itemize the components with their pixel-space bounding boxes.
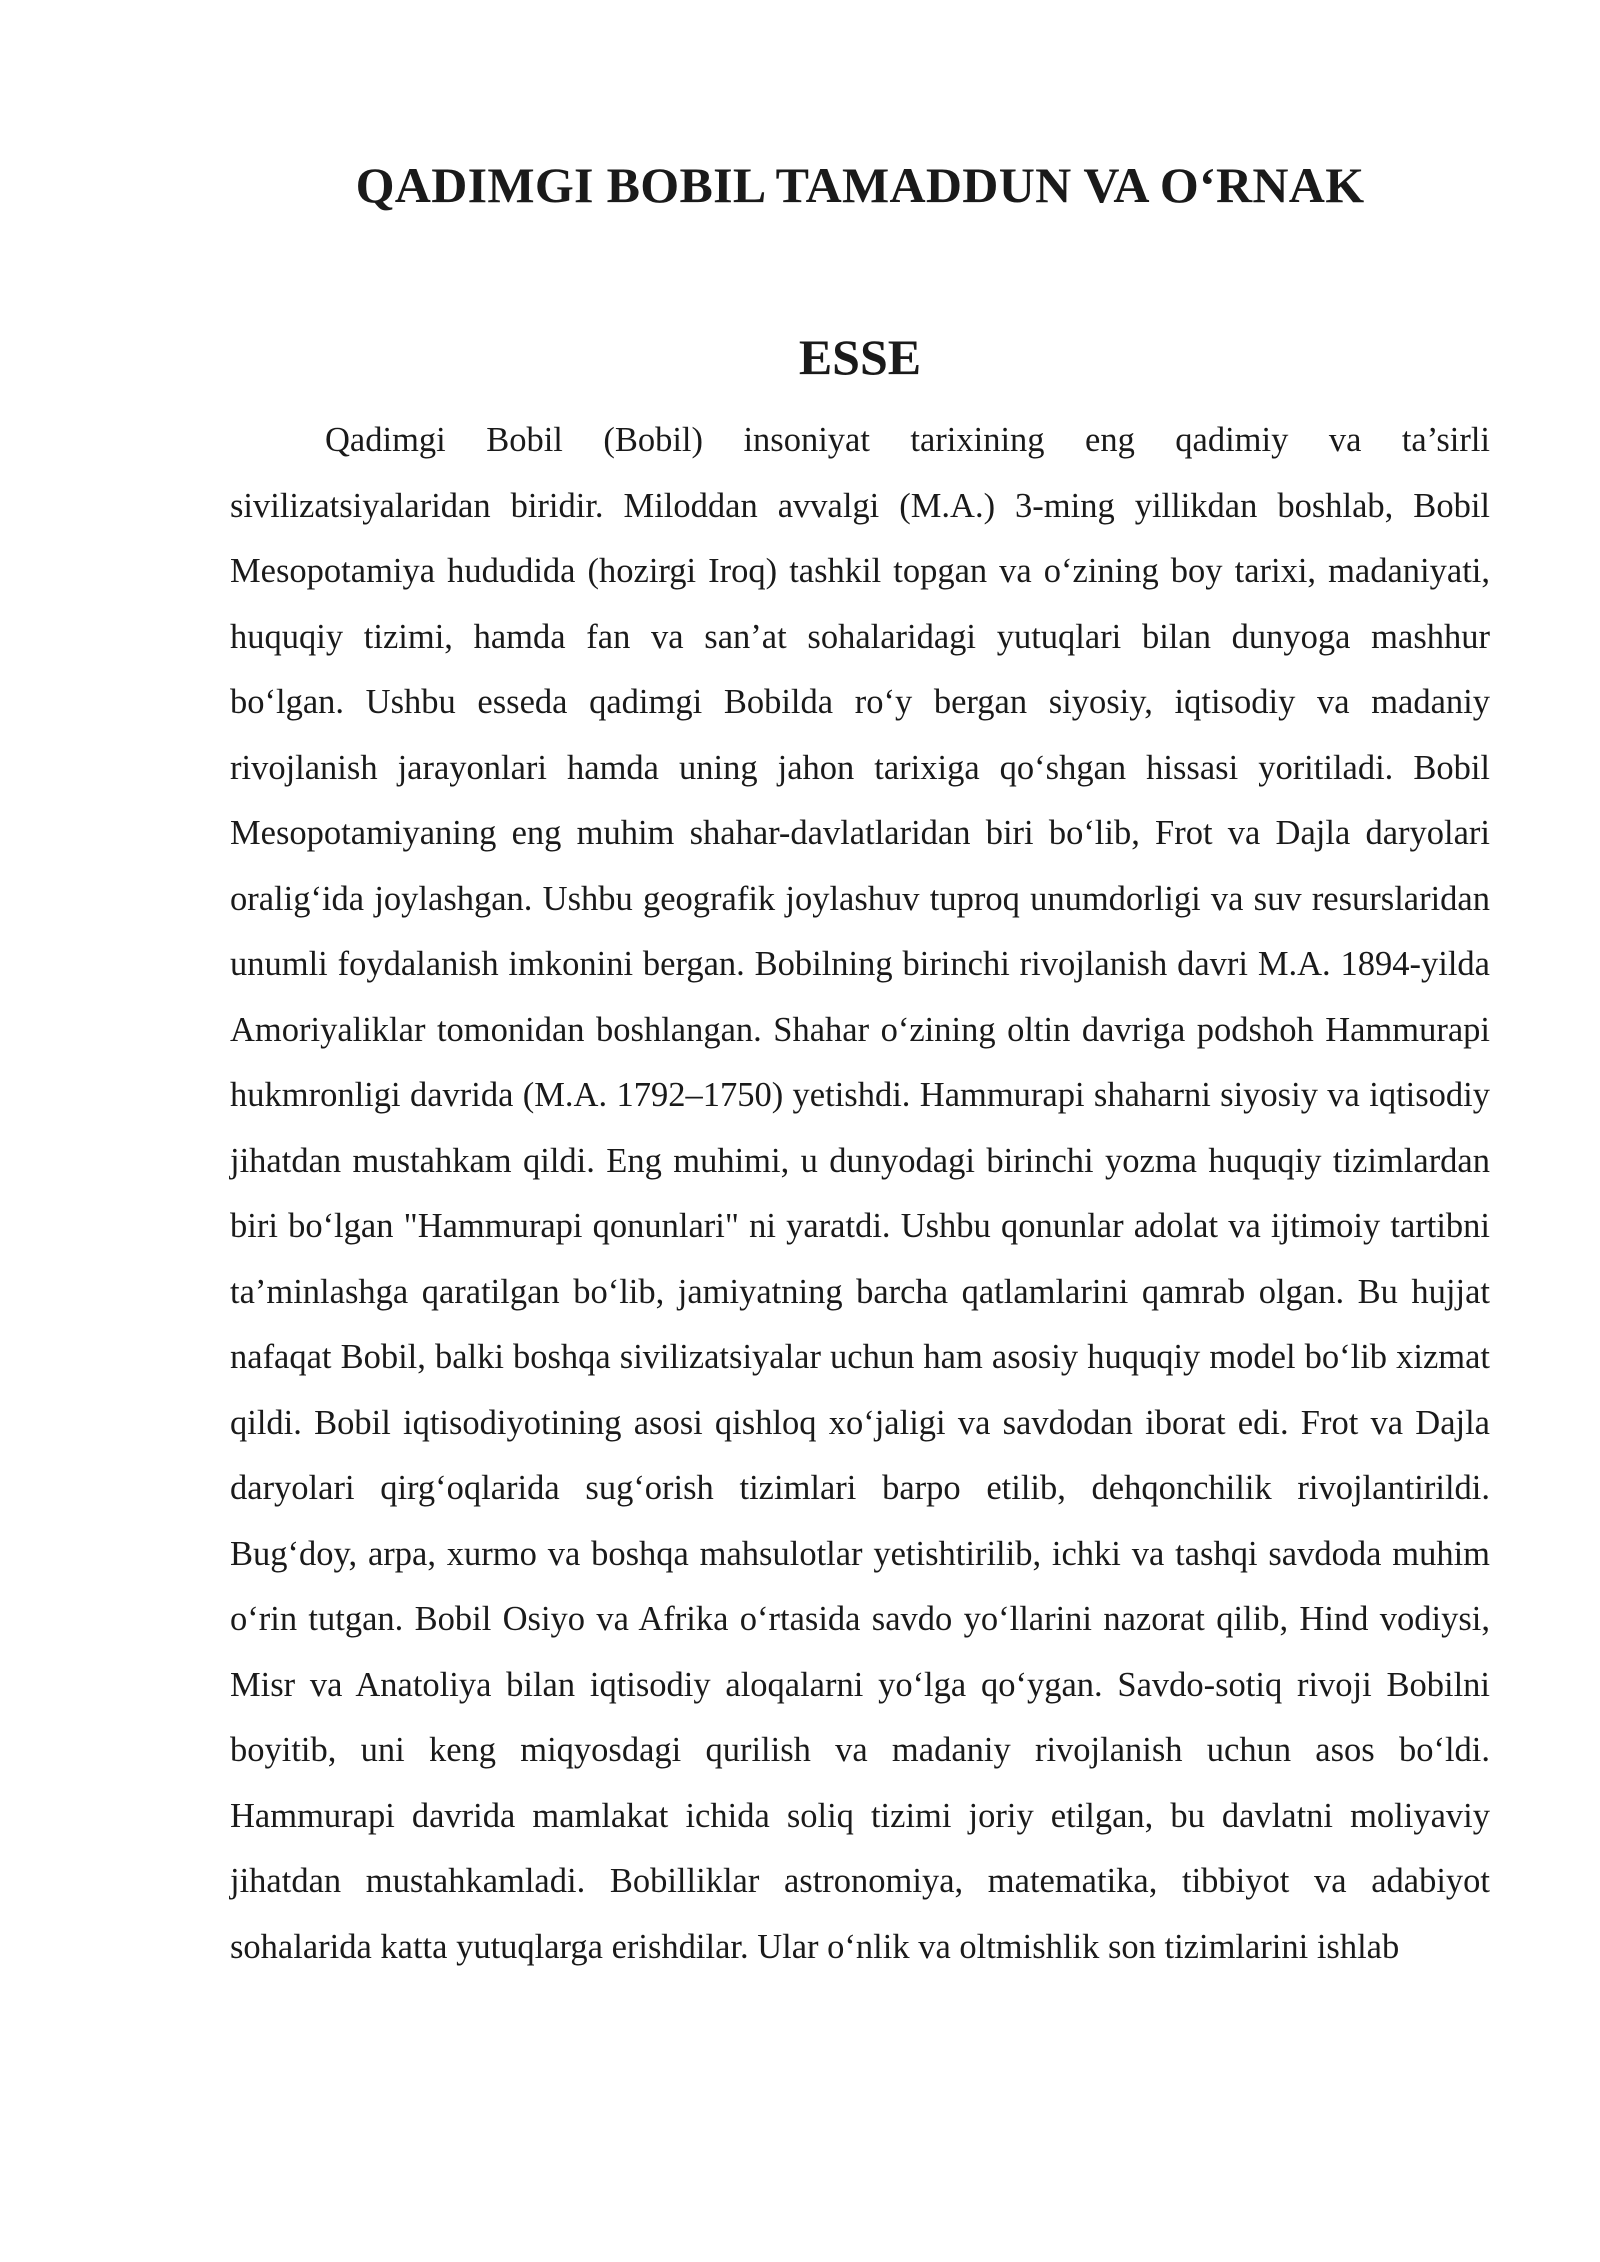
body-paragraph: Qadimgi Bobil (Bobil) insoniyat tarixining eng qadimiy va ta’sirli sivilizatsiyalaridan biridir. Miloddan avvalgi (M.A.) 3-ming yillikdan boshlab, Bobil Mesopotamiya hududida (hozirgi Iroq) tashkil topgan va o‘zining boy tarixi, madaniyati, huquqiy tizimi, hamda fan va san’at sohalaridagi yutuqlari bilan dunyoga mashhur bo‘lgan. Ushbu esseda qadimgi Bobilda ro‘y bergan siyosiy, iqtisodiy va madaniy rivojlanish jarayonlari hamda uning jahon tarixiga qo‘shgan hissasi yoritiladi. Bobil Mesopotamiyaning eng muhim shahar-davlatlaridan biri bo‘lib, Frot va Dajla daryolari oralig‘ida joylashgan. Ushbu geografik joylashuv tuproq unumdorligi va suv resurslaridan unumli foydalanish imkonini bergan. Bobilning birinchi rivojlanish davri M.A. 1894-yilda Amoriyaliklar tomonidan boshlangan. Shahar o‘zining oltin davriga podshoh Hammurapi hukmronligi davrida (M.A. 1792–1750) yetishdi. Hammurapi shaharni siyosiy va iqtisodiy jihatdan mustahkam qildi. Eng muhimi, u dunyodagi birinchi yozma huquqiy tizimlardan biri bo‘lgan "Hammurapi qonunlari" ni yaratdi. Ushbu qonunlar adolat va ijtimoiy tartibni ta’minlashga qaratilgan bo‘lib, jamiyatning barcha qatlamlarini qamrab olgan. Bu hujjat nafaqat Bobil, balki boshqa sivilizatsiyalar uchun ham asosiy huquqiy model bo‘lib xizmat qildi. Bobil iqtisodiyotining asosi qishloq xo‘jaligi va savdodan iborat edi. Frot va Dajla daryolari qirg‘oqlarida sug‘orish tizimlari barpo etilib, dehqonchilik rivojlantirildi. Bug‘doy, arpa, xurmo va boshqa mahsulotlar yetishtirilib, ichki va tashqi savdoda muhim o‘rin tutgan. Bobil Osiyo va Afrika o‘rtasida savdo yo‘llarini nazorat qilib, Hind vodiysi, Misr va Anatoliya bilan iqtisodiy aloqalarni yo‘lga qo‘ygan. Savdo-sotiq rivoji Bobilni boyitib, uni keng miqyosdagi qurilish va madaniy rivojlanish uchun asos bo‘ldi. Hammurapi davrida mamlakat ichida soliq tizimi joriy etilgan, bu davlatni moliyaviy jihatdan mustahkamladi. Bobilliklar astronomiya, matematika, tibbiyot va adabiyot sohalarida katta yutuqlarga erishdilar. Ular o‘nlik va oltmishlik son tizimlarini ishlab [230, 421, 1490, 1966]
document-subtitle: ESSE [798, 329, 922, 385]
document-title: QADIMGI BOBIL TAMADDUN VA O‘RNAK [355, 157, 1365, 213]
